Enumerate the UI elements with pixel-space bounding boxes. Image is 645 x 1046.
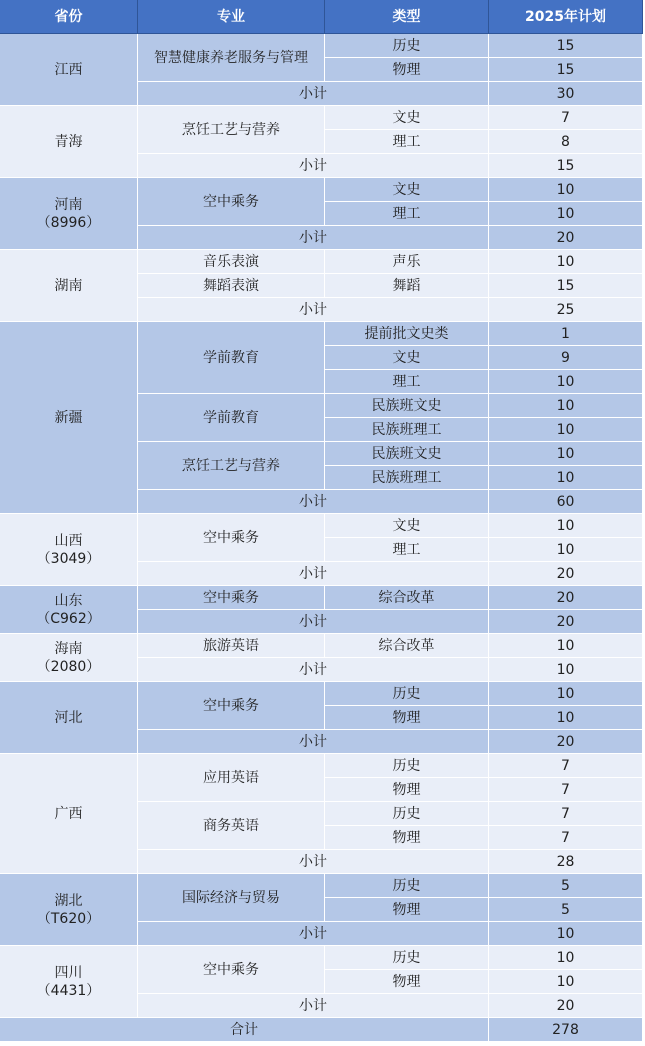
type-cell: 历史 xyxy=(325,946,489,970)
major-name: 学前教育 xyxy=(138,322,325,394)
type-cell: 民族班理工 xyxy=(325,418,489,442)
subtotal-label: 小计 xyxy=(138,490,489,514)
subtotal-label: 小计 xyxy=(138,610,489,634)
type-cell: 历史 xyxy=(325,754,489,778)
subtotal-label: 小计 xyxy=(138,658,489,682)
major-name: 应用英语 xyxy=(138,754,325,802)
subtotal-count: 20 xyxy=(489,610,643,634)
subtotal-count: 20 xyxy=(489,562,643,586)
major-name: 旅游英语 xyxy=(138,634,325,658)
major-name: 烹饪工艺与营养 xyxy=(138,442,325,490)
major-name: 空中乘务 xyxy=(138,586,325,610)
major-name: 舞蹈表演 xyxy=(138,274,325,298)
plan-count: 10 xyxy=(489,706,643,730)
plan-count: 10 xyxy=(489,202,643,226)
type-cell: 理工 xyxy=(325,202,489,226)
type-cell: 文史 xyxy=(325,178,489,202)
type-cell: 物理 xyxy=(325,58,489,82)
province-name: 山西 （3049） xyxy=(0,514,138,586)
plan-count: 10 xyxy=(489,634,643,658)
province-name: 青海 xyxy=(0,106,138,178)
plan-count: 7 xyxy=(489,754,643,778)
major-name: 学前教育 xyxy=(138,394,325,442)
plan-count: 5 xyxy=(489,898,643,922)
type-cell: 综合改革 xyxy=(325,586,489,610)
plan-count: 15 xyxy=(489,34,643,58)
total-label: 合计 xyxy=(0,1018,489,1042)
subtotal-count: 20 xyxy=(489,994,643,1018)
type-cell: 综合改革 xyxy=(325,634,489,658)
major-name: 空中乘务 xyxy=(138,514,325,562)
plan-count: 10 xyxy=(489,946,643,970)
major-name: 国际经济与贸易 xyxy=(138,874,325,922)
type-cell: 民族班文史 xyxy=(325,394,489,418)
plan-count: 10 xyxy=(489,466,643,490)
major-name: 空中乘务 xyxy=(138,178,325,226)
subtotal-label: 小计 xyxy=(138,298,489,322)
province-name: 湖南 xyxy=(0,250,138,322)
header-major: 专业 xyxy=(138,0,325,34)
type-cell: 提前批文史类 xyxy=(325,322,489,346)
type-cell: 文史 xyxy=(325,106,489,130)
plan-count: 10 xyxy=(489,394,643,418)
type-cell: 物理 xyxy=(325,970,489,994)
subtotal-label: 小计 xyxy=(138,994,489,1018)
plan-count: 7 xyxy=(489,778,643,802)
plan-count: 10 xyxy=(489,682,643,706)
province-name: 海南 （2080） xyxy=(0,634,138,682)
subtotal-label: 小计 xyxy=(138,850,489,874)
plan-count: 7 xyxy=(489,106,643,130)
subtotal-count: 30 xyxy=(489,82,643,106)
type-cell: 物理 xyxy=(325,826,489,850)
province-name: 江西 xyxy=(0,34,138,106)
province-name: 湖北 （T620） xyxy=(0,874,138,946)
plan-count: 1 xyxy=(489,322,643,346)
type-cell: 历史 xyxy=(325,34,489,58)
subtotal-count: 20 xyxy=(489,730,643,754)
province-name: 河北 xyxy=(0,682,138,754)
major-name: 智慧健康养老服务与管理 xyxy=(138,34,325,82)
plan-count: 10 xyxy=(489,178,643,202)
plan-count: 20 xyxy=(489,586,643,610)
type-cell: 理工 xyxy=(325,538,489,562)
subtotal-count: 28 xyxy=(489,850,643,874)
province-name: 广西 xyxy=(0,754,138,874)
type-cell: 民族班文史 xyxy=(325,442,489,466)
type-cell: 舞蹈 xyxy=(325,274,489,298)
header-plan: 2025年计划 xyxy=(489,0,643,34)
plan-count: 10 xyxy=(489,418,643,442)
type-cell: 历史 xyxy=(325,802,489,826)
major-name: 空中乘务 xyxy=(138,946,325,994)
type-cell: 历史 xyxy=(325,682,489,706)
province-name: 河南 （8996） xyxy=(0,178,138,250)
plan-count: 9 xyxy=(489,346,643,370)
subtotal-label: 小计 xyxy=(138,154,489,178)
province-name: 山东 （C962） xyxy=(0,586,138,634)
major-name: 商务英语 xyxy=(138,802,325,850)
subtotal-label: 小计 xyxy=(138,82,489,106)
subtotal-label: 小计 xyxy=(138,226,489,250)
plan-count: 10 xyxy=(489,442,643,466)
subtotal-label: 小计 xyxy=(138,730,489,754)
major-name: 音乐表演 xyxy=(138,250,325,274)
header-type: 类型 xyxy=(325,0,489,34)
subtotal-count: 10 xyxy=(489,922,643,946)
plan-count: 8 xyxy=(489,130,643,154)
type-cell: 历史 xyxy=(325,874,489,898)
major-name: 空中乘务 xyxy=(138,682,325,730)
plan-count: 10 xyxy=(489,970,643,994)
type-cell: 声乐 xyxy=(325,250,489,274)
subtotal-count: 10 xyxy=(489,658,643,682)
plan-count: 10 xyxy=(489,370,643,394)
plan-count: 15 xyxy=(489,58,643,82)
province-name: 新疆 xyxy=(0,322,138,514)
plan-count: 10 xyxy=(489,514,643,538)
plan-count: 15 xyxy=(489,274,643,298)
province-name: 四川 （4431） xyxy=(0,946,138,1018)
plan-count: 10 xyxy=(489,538,643,562)
type-cell: 物理 xyxy=(325,778,489,802)
subtotal-count: 15 xyxy=(489,154,643,178)
plan-count: 5 xyxy=(489,874,643,898)
type-cell: 理工 xyxy=(325,130,489,154)
plan-count: 7 xyxy=(489,802,643,826)
major-name: 烹饪工艺与营养 xyxy=(138,106,325,154)
subtotal-count: 60 xyxy=(489,490,643,514)
subtotal-count: 25 xyxy=(489,298,643,322)
subtotal-label: 小计 xyxy=(138,922,489,946)
plan-count: 7 xyxy=(489,826,643,850)
type-cell: 民族班理工 xyxy=(325,466,489,490)
type-cell: 理工 xyxy=(325,370,489,394)
header-province: 省份 xyxy=(0,0,138,34)
type-cell: 文史 xyxy=(325,514,489,538)
total-count: 278 xyxy=(489,1018,643,1042)
subtotal-count: 20 xyxy=(489,226,643,250)
subtotal-label: 小计 xyxy=(138,562,489,586)
type-cell: 物理 xyxy=(325,706,489,730)
type-cell: 文史 xyxy=(325,346,489,370)
type-cell: 物理 xyxy=(325,898,489,922)
plan-count: 10 xyxy=(489,250,643,274)
